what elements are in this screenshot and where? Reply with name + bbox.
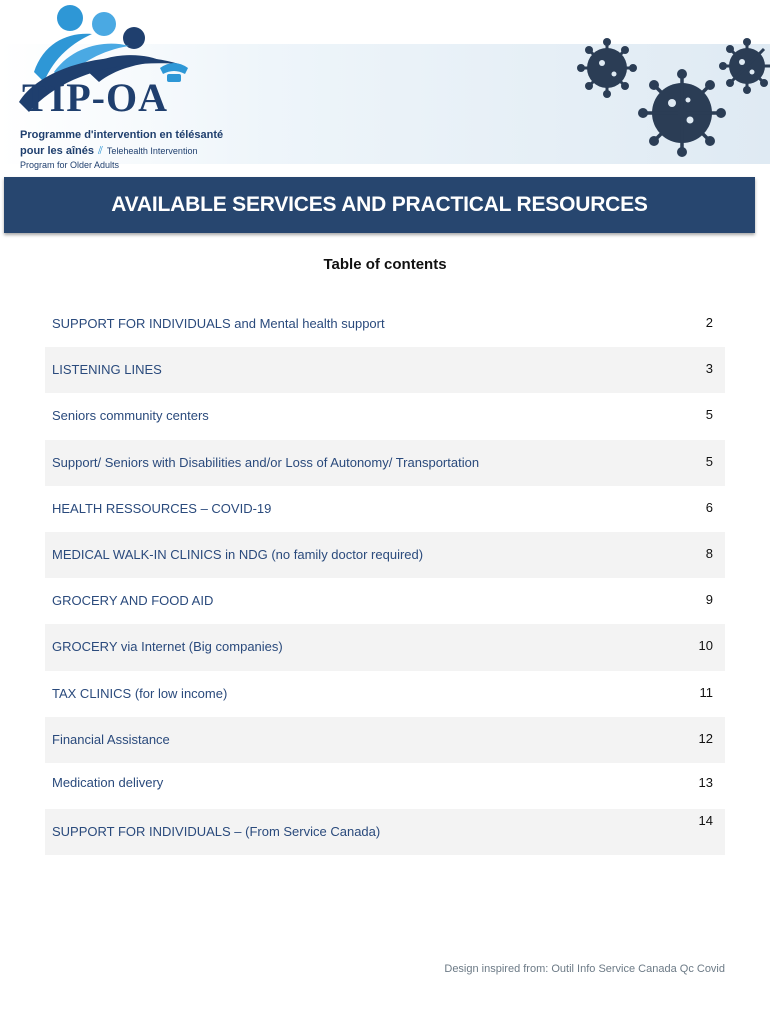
toc-page-number: 3 [705,361,713,377]
tip-oa-logo [14,2,254,172]
toc-entry-label[interactable]: GROCERY via Internet (Big companies) [52,639,283,655]
toc-entry-label[interactable]: SUPPORT FOR INDIVIDUALS and Mental health support [52,316,385,331]
toc-entry-label[interactable]: GROCERY AND FOOD AID [52,593,214,609]
toc-entry-label[interactable]: Seniors community centers [52,408,209,424]
logo-subtitle-en-2: Program for Older Adults [20,160,120,170]
logo-subtitle-fr: Programme d'intervention en télésanté [20,129,224,141]
toc-entry-label[interactable]: Support/ Seniors with Disabilities and/or Loss of Autonomy/ Transportation [52,454,480,470]
toc-page-number: 13 [698,774,713,790]
toc-page-number: 2 [705,315,713,330]
toc-entry-label[interactable]: Financial Assistance [52,731,170,747]
logo-subtitle-line2 [20,145,197,158]
toc-row[interactable] [45,578,725,624]
toc-entry-label[interactable]: SUPPORT FOR INDIVIDUALS – (From Service Canada) [52,824,381,840]
toc-page-number: 5 [705,407,713,423]
toc-row[interactable] [45,763,725,809]
toc-row[interactable] [45,347,725,393]
title-banner [4,177,755,233]
toc-row[interactable] [45,809,725,855]
toc-row[interactable] [45,671,725,717]
virus-icon [562,38,770,158]
toc-entry-label[interactable]: HEALTH RESSOURCES – COVID-19 [52,500,272,516]
toc-entry-label[interactable]: TAX CLINICS (for low income) [52,685,228,701]
toc-page-number: 8 [705,545,713,561]
toc-page-number: 12 [698,730,713,746]
toc-row[interactable] [45,532,725,578]
toc-heading: Table of contents [323,256,447,273]
divider-slash: ⫽ [97,145,103,157]
toc-row[interactable] [45,440,725,486]
page-title: AVAILABLE SERVICES AND PRACTICAL RESOURCES [111,193,648,216]
toc-page-number: 14 [698,813,713,829]
footer-credit: Design inspired from: Outil Info Service Canada Qc Covid [444,963,725,975]
toc-row[interactable] [45,486,725,532]
logo-title: TIP-OA [22,75,168,120]
toc-entry-label[interactable]: LISTENING LINES [52,362,162,378]
logo-subtitle-fr-2: pour les aînés [20,145,94,157]
toc-page-number: 6 [705,499,713,515]
toc-entry-label[interactable]: MEDICAL WALK-IN CLINICS in NDG (no family doctor required) [52,546,424,562]
toc-page-number: 10 [698,638,713,654]
toc-row[interactable] [45,717,725,763]
toc-entry-label[interactable]: Medication delivery [52,774,164,790]
toc-page-number: 9 [705,592,713,608]
toc-row[interactable] [45,301,725,347]
toc-page-number: 5 [705,453,713,469]
toc-row[interactable] [45,393,725,439]
table-of-contents [45,301,725,855]
toc-row[interactable] [45,624,725,670]
logo-subtitle-en: Telehealth Intervention [106,146,198,156]
toc-page-number: 11 [699,684,713,700]
